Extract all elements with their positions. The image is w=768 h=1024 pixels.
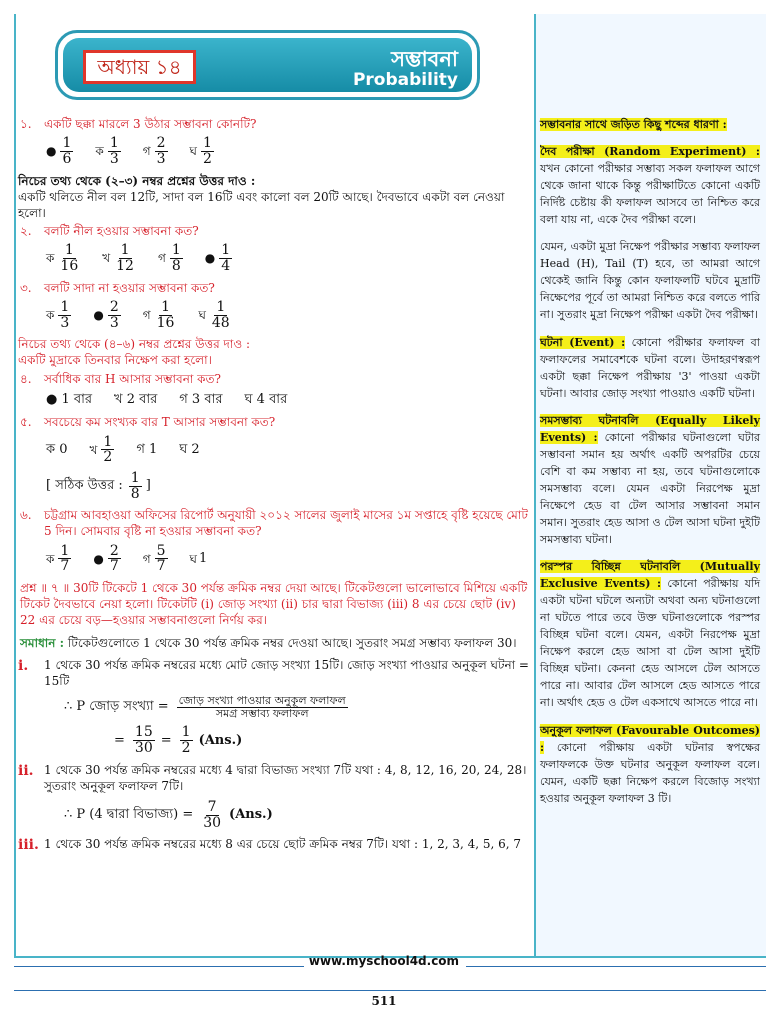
option: [46, 300, 71, 330]
options-q4: [46, 391, 530, 409]
page-number: 511: [371, 994, 397, 1008]
option: গ 1: [136, 441, 158, 457]
fraction: $\frac{1}{12}$: [116, 242, 134, 274]
answer-label: (Ans.): [229, 807, 273, 823]
info-text: একটি মুদ্রাকে তিনবার নিক্ষেপ করা হলো।: [18, 353, 212, 368]
fraction: $\frac{1}{8}$: [171, 242, 181, 274]
question-text: বলটি সাদা না হওয়ার সম্ভাবনা কত?: [44, 280, 215, 295]
option-marker: খ: [102, 251, 111, 266]
term-mutually-exclusive: [540, 558, 760, 711]
fraction: $\frac{1}{2}$: [202, 135, 212, 167]
options-q3: [46, 300, 530, 330]
solution-part-i: [18, 657, 530, 756]
option: [190, 550, 208, 568]
fraction: $\frac{1}{16}$: [156, 298, 175, 331]
equals-sign: =: [160, 732, 172, 748]
question-text: সবচেয়ে কম সংখ্যক বার T আসার সম্ভাবনা কত?: [44, 415, 276, 430]
options-q2: [46, 243, 530, 273]
glossary-heading: সম্ভাবনার সাথে জড়িত কিছু শব্দের ধারণা :: [540, 118, 727, 131]
fraction: $\frac{1}{8}$: [130, 469, 140, 502]
info-block-2: [18, 336, 530, 368]
equation-lhs: ∴ P জোড় সংখ্যা =: [64, 699, 169, 715]
footer-url: www.myschool4d.com: [308, 954, 460, 968]
question-6: [18, 507, 530, 539]
answer-label: (Ans.): [198, 732, 243, 748]
part-number: ii.: [18, 762, 34, 779]
term-equally-likely: [540, 412, 760, 548]
option-marker: ঘ: [189, 551, 197, 566]
solution-label: সমাধান :: [20, 635, 65, 650]
term-definition: কোনো পরীক্ষার ঘটনাগুলো ঘটার সম্ভাবনা সমান হয় অর্থাৎ একটি অপরটির চেয়ে বেশি বা কম সম্ভাব্য না হয়, তবে ঘটনাগুলোকে সমসম্ভাব্য বলে। যেমন একটা নিরপেক্ষ মুদ্রা নিক্ষেপে হেড বা টেল আসার সম্ভাবনা সমান সমান। সুতরাং হেড আসা ও টেল আসা ঘটনা দুইটি সমসম্ভাব্য ঘটনা।: [540, 430, 761, 547]
option-marker: ঘ: [189, 144, 197, 159]
option-marker: ●: [204, 251, 216, 266]
option: [46, 544, 71, 574]
options-q1: [46, 136, 530, 166]
fraction: $\frac{1}{2}$: [103, 433, 113, 466]
question-text: বলটি নীল হওয়ার সম্ভাবনা কত?: [44, 224, 199, 239]
equation-lhs: ∴ P (4 দ্বারা বিভাজ্য) =: [64, 807, 194, 823]
term-definition: কোনো পরীক্ষায় যদি একটা ঘটনা ঘটলে অন্যটা অথবা অন্য ঘটনাগুলো না ঘটতে পারে তবে উক্ত ঘটনাগুলোকে পরস্পর বিচ্ছিন্ন ঘটনা বলে। যেমন, একটা নিরপেক্ষ মুদ্রা নিক্ষেপ করলে হেড আসা বা টেল আসা দুইটি বিচ্ছিন্ন ঘটনা। কেননা হেড আসলে টেল আসতে পারে না। আবার টেল আসলে হেড আসতে পারে না। অর্থাৎ হেড ও টেল একসাথে আসতে পারে না।: [540, 577, 760, 710]
glossary-heading-block: [540, 116, 760, 133]
question-text: একটি ছক্কা মারলে 3 উঠার সম্ভাবনা কোনটি?: [44, 117, 257, 131]
question-text: চট্টগ্রাম আবহাওয়া অফিসের রিপোর্ট অনুযায়ী ২০১২ সালের জুলাই মাসের ১ম সপ্তাহে বৃষ্টি হয়েছে মোট 5 দিন। সোমবার বৃষ্টি না হওয়ার সম্ভাবনা কত?: [44, 508, 528, 539]
fraction: $\frac{1}{2}$: [181, 724, 191, 756]
fraction: $\frac{\text{জোড় সংখ্যা পাওয়ার অনুকূল ফলাফল}}{\text{সমগ্র সম্ভাব্য ফলাফল}}$: [178, 694, 346, 720]
option: [93, 544, 120, 574]
question-2: [18, 223, 530, 239]
option: [46, 243, 80, 273]
term-definition: কোনো পরীক্ষায় একটা ঘটনার স্বপক্ষের ফলাফলকে উক্ত ঘটনার অনুকূল ফলাফল বলে। যেমন, একটি ছক্কা নিক্ষেপ করলে বিজোড় সংখ্যা হওয়ার অনুকূল ফলাফল 3 টি।: [540, 740, 760, 805]
chapter-header-banner: [63, 38, 472, 92]
fraction: $\frac{1}{7}$: [60, 542, 70, 575]
part-number: iii.: [18, 837, 39, 854]
option: [158, 243, 183, 273]
question-3: [18, 280, 530, 296]
part-number: i.: [18, 657, 29, 674]
option-marker: ক: [46, 251, 55, 266]
fraction: $\frac{2}{3}$: [156, 135, 166, 167]
solution-part-ii: [18, 762, 530, 831]
equation: [114, 725, 530, 755]
equation: [64, 800, 530, 830]
fraction: $\frac{1}{48}$: [211, 298, 230, 331]
option: [93, 300, 120, 330]
correct-answer-q5: [46, 471, 530, 501]
option-marker: খ: [89, 442, 98, 457]
info-heading: নিচের তথ্য থেকে (৪–৬) নম্বর প্রশ্নের উত্তর দাও :: [18, 337, 251, 352]
term-title: পরস্পর বিচ্ছিন্ন ঘটনাবলি (Mutually Exclusive Events) :: [540, 560, 760, 591]
fraction: $\frac{1}{6}$: [62, 135, 72, 167]
term-title: দৈব পরীক্ষা (Random Experiment) :: [540, 145, 760, 159]
options-q5: [46, 435, 530, 465]
column-divider: [534, 14, 536, 958]
question-number: ৬.: [20, 508, 32, 523]
part-body: [44, 657, 530, 756]
question-number: ৩.: [20, 280, 32, 295]
term-event: [540, 334, 760, 402]
option: গ 3 বার: [179, 391, 223, 407]
term-definition: যখন কোনো পরীক্ষার সম্ভাব্য সকল ফলাফল আগে থেকে জানা থাকে কিন্তু পরীক্ষাটিতে কোনো একটি নির্দিষ্ট চেষ্টায় কী ফলাফল আসবে তা নিশ্চিত করে বলা যায় না, একে দৈব পরীক্ষা বলে।: [540, 162, 760, 227]
question-number: ৫.: [20, 415, 32, 430]
equation: [64, 695, 530, 719]
questions-column: [18, 116, 530, 855]
option-marker: ●: [93, 551, 104, 566]
part-text: 1 থেকে 30 পর্যন্ত ক্রমিক নম্বরের মধ্যে 4 দ্বারা বিভাজ্য সংখ্যা 7টি যথা : 4, 8, 12, 16, 20, 24, 28। সুতরাং অনুকূল ফলাফল 7টি।: [44, 762, 527, 793]
chapter-header: [55, 30, 480, 100]
fraction: $\frac{1}{3}$: [109, 135, 119, 167]
question-text: সর্বাধিক বার H আসার সম্ভাবনা কত?: [44, 371, 221, 386]
fraction: $\frac{1}{16}$: [60, 242, 79, 274]
footer-rule: [14, 990, 766, 991]
options-q6: [46, 544, 530, 574]
fraction: $\frac{1}{4}$: [221, 242, 231, 274]
fraction: $\frac{7}{30}$: [203, 799, 222, 831]
option-marker: ক: [46, 307, 55, 322]
question-5: [18, 414, 530, 430]
part-body: [44, 762, 530, 831]
term-example: যেমন, একটা মুদ্রা নিক্ষেপ পরীক্ষার সম্ভাব্য ফলাফল Head (H), Tail (T) হবে, তা আমরা আগে থেকেই জানি কিন্তু কোন ফলাফলটি ঘটবে মুদ্রাটি নিক্ষেপের পূর্বে তা আমরা নিশ্চিত করে বলতে পারি না। সুতরাং মুদ্রা নিক্ষেপ পরীক্ষা একটা দৈব পরীক্ষা।: [540, 240, 760, 322]
question-7: প্রশ্ন ॥ ৭ ॥ 30টি টিকেটে 1 থেকে 30 পর্যন্ত ক্রমিক নম্বর দেয়া আছে। টিকেটগুলো ভালোভাবে মিশিয়ে একটি টিকেট দৈবভাবে নেয়া হলো। টিকেটটি (i) জোড় সংখ্যা (ii) চার দ্বারা বিভাজ্য (iii) 8 এর চেয়ে ছোট (iv) 22 এর চেয়ে বড়—হওয়ার সম্ভাবনাগুলো নির্ণয় কর।: [20, 581, 528, 628]
info-heading: নিচের তথ্য থেকে (২–৩) নম্বর প্রশ্নের উত্তর দাও :: [18, 173, 256, 188]
option-marker: ●: [93, 307, 104, 322]
option: [143, 544, 168, 574]
option: [205, 243, 232, 273]
option: খ 2 বার: [114, 391, 158, 407]
term-title: অনুকূল ফলাফল (Favourable Outcomes) :: [540, 723, 760, 754]
info-text: একটি থলিতে নীল বল 12টি, সাদা বল 16টি এবং কালো বল 20টি আছে। দৈবভাবে একটা বল নেওয়া হলো।: [18, 189, 505, 220]
term-title: সমসম্ভাব্য ঘটনাবলি (Equally Likely Events) :: [540, 413, 760, 444]
term-definition: কোনো পরীক্ষার ফলাফল বা ফলাফলের সমাবেশকে ঘটনা বলে। উদাহরণস্বরূপ একটা ছক্কা নিক্ষেপ পরীক্ষায় '3' পাওয়া একটা ঘটনা। আবার জোড় সংখ্যা পাওয়াও একটি ঘটনা।: [540, 335, 760, 400]
fraction: $\frac{5}{7}$: [156, 542, 166, 575]
option-marker: ●: [46, 144, 57, 159]
option-marker: গ: [142, 551, 151, 566]
term-random-experiment: [540, 143, 760, 228]
question-number: ৪.: [20, 371, 32, 386]
correct-answer-suffix: ]: [145, 478, 151, 494]
part-text: 1 থেকে 30 পর্যন্ত ক্রমিক নম্বরের মধ্যে মোট জোড় সংখ্যা 15টি। জোড় সংখ্যা পাওয়ার অনুকূল ঘটনা = 15টি: [44, 657, 529, 688]
part-text: 1 থেকে 30 পর্যন্ত ক্রমিক নম্বরের মধ্যে 8 এর চেয়ে ছোট ক্রমিক নম্বর 7টি। যথা : 1, 2, 3, 4, 5, 6, 7: [44, 837, 522, 852]
solution-part-iii: [18, 836, 530, 855]
option: [198, 300, 231, 330]
fraction: $\frac{15}{30}$: [134, 724, 153, 756]
correct-answer-prefix: [ সঠিক উত্তর :: [46, 478, 123, 494]
question-number: ১.: [20, 117, 32, 131]
fraction: $\frac{2}{3}$: [109, 298, 119, 331]
solution-text: টিকেটগুলোতে 1 থেকে 30 পর্যন্ত ক্রমিক নম্বর দেওয়া আছে। সুতরাং সমগ্র সম্ভাব্য ফলাফল 30।: [67, 635, 517, 650]
term-favourable-outcomes: [540, 722, 760, 807]
chapter-title-bn: সম্ভাবনা: [391, 47, 458, 71]
question-4: [18, 371, 530, 387]
option-marker: ক: [95, 144, 104, 159]
equals-sign: =: [114, 732, 125, 748]
fraction: $\frac{2}{7}$: [109, 542, 119, 575]
option: [102, 243, 136, 273]
option-marker: গ: [142, 144, 151, 159]
option: [143, 300, 177, 330]
glossary-sidebar: [540, 116, 760, 817]
option: [46, 136, 73, 166]
question-number: ২.: [20, 224, 32, 239]
chapter-label: অধ্যায় ১৪: [83, 50, 196, 84]
term-title: ঘটনা (Event) :: [540, 335, 626, 349]
option: ঘ 4 বার: [244, 391, 288, 407]
option: [90, 435, 115, 465]
option-marker: গ: [142, 307, 151, 322]
option-marker: ঘ: [198, 307, 206, 322]
option: ঘ 2: [179, 441, 200, 457]
option-value: 1: [198, 551, 208, 567]
info-block-1: [18, 173, 530, 222]
option-marker: গ: [157, 251, 166, 266]
question-1: [18, 116, 530, 132]
option: [190, 136, 214, 166]
fraction: $\frac{1}{3}$: [60, 298, 70, 331]
option-marker: ক: [46, 551, 55, 566]
chapter-title-en: Probability: [352, 70, 458, 90]
option: ক 0: [46, 441, 68, 457]
option: [143, 136, 168, 166]
option: [95, 136, 120, 166]
option: ● 1 বার: [46, 391, 93, 407]
solution-intro: [18, 635, 530, 651]
